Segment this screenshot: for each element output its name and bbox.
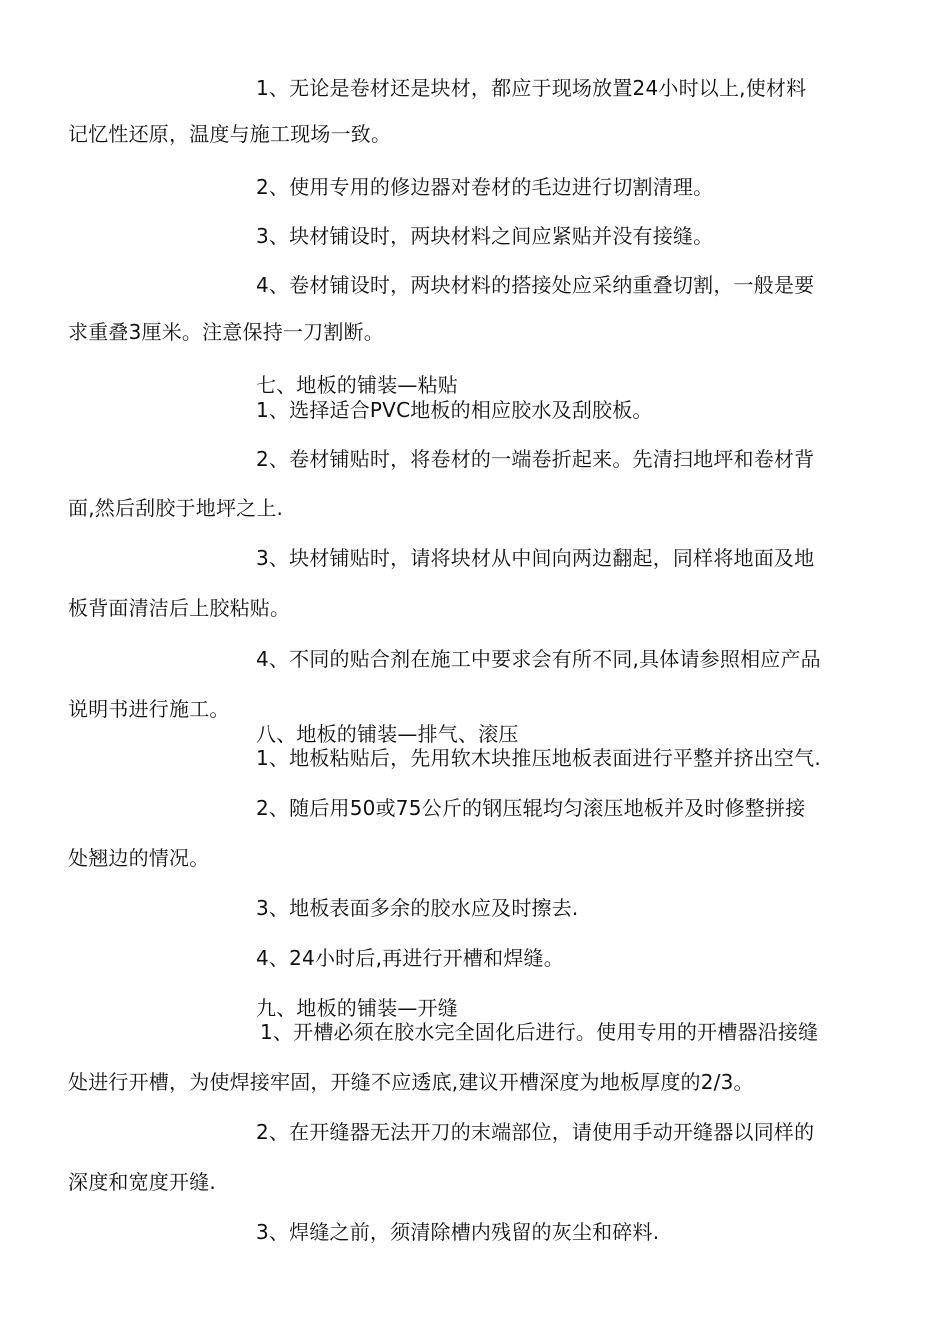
section-8-item-3: 3、地板表面多余的胶水应及时擦去. (256, 896, 579, 920)
section-7-item-4-line-1: 4、不同的贴合剂在施工中要求会有所不同,具体请参照相应产品 (256, 647, 821, 671)
section-9-item-1-line-1: 1、开槽必须在胶水完全固化后进行。使用专用的开槽器沿接缝 (260, 1020, 819, 1044)
paragraph-1-line-1: 1、无论是卷材还是块材，都应于现场放置24小时以上,使材料 (256, 76, 807, 100)
paragraph-4-line-2: 求重叠3厘米。注意保持一刀割断。 (68, 320, 384, 344)
section-8-item-1: 1、地板粘贴后，先用软木块推压地板表面进行平整并挤出空气. (256, 746, 821, 770)
section-9-item-2-line-1: 2、在开缝器无法开刀的末端部位，请使用手动开缝器以同样的 (256, 1120, 815, 1144)
section-heading-8: 八、地板的铺装—排气、滚压 (256, 722, 519, 746)
paragraph-1-line-2: 记忆性还原，温度与施工现场一致。 (68, 122, 392, 146)
section-7-item-2-line-1: 2、卷材铺贴时，将卷材的一端卷折起来。先清扫地坪和卷材背 (256, 447, 815, 471)
section-7-item-3-line-1: 3、块材铺贴时，请将块材从中间向两边翻起，同样将地面及地 (256, 546, 815, 570)
section-8-item-4: 4、24小时后,再进行开槽和焊缝。 (256, 946, 564, 970)
paragraph-4-line-1: 4、卷材铺设时，两块材料的搭接处应采纳重叠切割，一般是要 (256, 273, 815, 297)
section-9-item-1-line-2: 处进行开槽，为使焊接牢固，开缝不应透底,建议开槽深度为地板厚度的2/3。 (68, 1070, 754, 1094)
paragraph-3: 3、块材铺设时，两块材料之间应紧贴并没有接缝。 (256, 224, 714, 248)
section-heading-7: 七、地板的铺装—粘贴 (256, 373, 458, 397)
section-8-item-2-line-2: 处翘边的情况。 (68, 846, 210, 870)
section-9-item-3: 3、焊缝之前，须清除槽内残留的灰尘和碎料. (256, 1220, 660, 1244)
section-heading-9: 九、地板的铺装—开缝 (256, 996, 458, 1020)
section-7-item-4-line-2: 说明书进行施工。 (68, 697, 230, 721)
paragraph-2: 2、使用专用的修边器对卷材的毛边进行切割清理。 (256, 175, 714, 199)
section-9-item-2-line-2: 深度和宽度开缝. (68, 1170, 216, 1194)
section-8-item-2-line-1: 2、随后用50或75公斤的钢压辊均匀滚压地板并及时修整拼接 (256, 796, 806, 820)
section-7-item-2-line-2: 面,然后刮胶于地坪之上. (68, 496, 284, 520)
section-7-item-3-line-2: 板背面清洁后上胶粘贴。 (68, 596, 291, 620)
section-7-item-1: 1、选择适合PVC地板的相应胶水及刮胶板。 (256, 398, 653, 422)
